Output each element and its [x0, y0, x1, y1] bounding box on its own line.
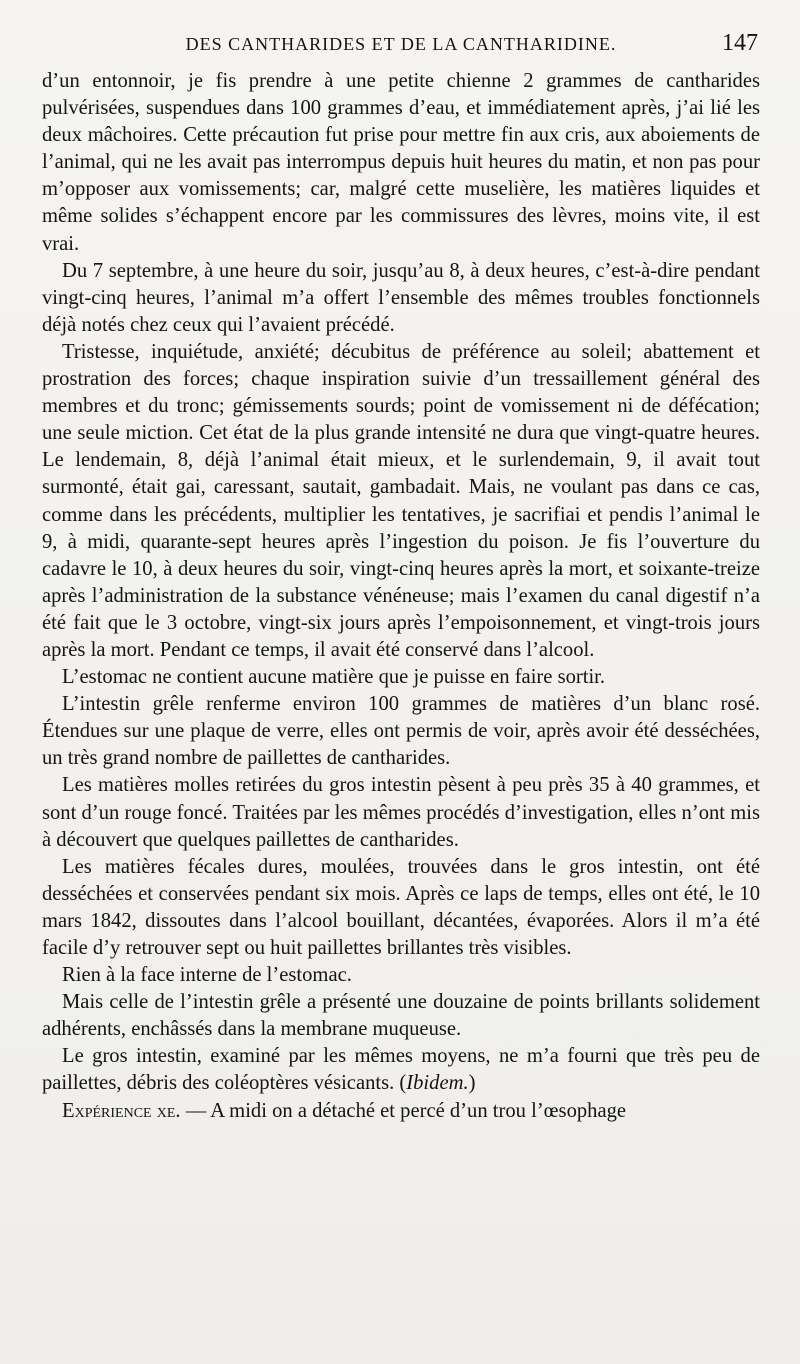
paragraph-citation — [42, 1043, 760, 1097]
paragraph: Du 7 septembre, à une heure du soir, jusqu’au 8, à deux heures, c’est-à-dire pendant vingt-cinq heures, l’animal m’a offert l’ensemble des mêmes troubles fonctionnels déjà notés chez ceux qui l’avaient précédé. — [42, 259, 760, 336]
paragraph: Les matières molles retirées du gros intestin pèsent à peu près 35 à 40 grammes, et sont d’un rouge foncé. Traitées par les mêmes procédés d’investigation, elles n’ont mis à découvert que quelques paillettes de cantharides. — [42, 774, 760, 851]
body-text — [42, 68, 760, 1125]
paragraph: Rien à la face interne de l’estomac. — [62, 964, 352, 987]
paragraph: Mais celle de l’intestin grêle a présenté une douzaine de points brillants solidement adhérents, enchâssés dans la membrane muqueuse. — [42, 991, 760, 1041]
experiment-label: Expérience xe. — [62, 1099, 181, 1122]
citation: Ibidem. — [406, 1072, 469, 1095]
paragraph: Les matières fécales dures, moulées, trouvées dans le gros intestin, ont été desséchées et conservées pendant six mois. Après ce laps de temps, elles ont été, le 10 mars 1842, dissoutes dans l’alcool bouillant, décantées, évaporées. Alors il m’a été facile d’y retrouver sept ou huit paillettes brillantes très visibles. — [42, 855, 760, 959]
paragraph: Tristesse, inquiétude, anxiété; décubitus de préférence au soleil; abattement et prostration des forces; chaque inspiration suivie d’un tressaillement général des membres et du tronc; gémissements sourds; point de vomissement ni de défécation; une seule miction. Cet état de la plus grande intensité ne dura que vingt-quatre heures. Le lendemain, 8, déjà l’animal était mieux, et le surlendemain, 9, il avait tout surmonté, était gai, caressant, sautait, gambadait. Mais, ne voulant pas dans ce cas, comme dans les précédents, multiplier les tentatives, je sacrifiai et pendis l’animal le 9, à midi, quarante-sept heures après l’ingestion du poison. Je fis l’ouverture du cadavre le 10, à deux heures du soir, vingt-cinq heures après la mort, et soixante-treize après l’administration de la substance vénéneuse; mais l’examen du canal digestif n’a été fait que le 3 octobre, vingt-six jours après l’empoisonnement, et vingt-trois jours après la mort. Pendant ce temps, il avait été conservé dans l’alcool. — [42, 340, 760, 661]
running-head — [42, 30, 760, 64]
experiment-paragraph — [42, 1098, 760, 1125]
paragraph: d’un entonnoir, je fis prendre à une petite chienne 2 grammes de cantharides pulvérisées, suspendues dans 100 grammes d’eau, et immédiatement après, j’ai lié les deux mâchoires. Cette précaution fut prise pour mettre fin aux cris, aux aboiements de l’animal, qui ne les avait pas interrompus depuis huit heures du matin, et non pas pour m’opposer aux vomissements; car, malgré cette muselière, les matières liquides et même solides s’échappent encore par les commissures des lèvres, moins vite, il est vrai. — [42, 70, 760, 255]
paragraph: L’estomac ne contient aucune matière que je puisse en faire sortir. — [62, 666, 606, 689]
citation-close: ) — [468, 1072, 476, 1095]
experiment-text: — A midi on a détaché et percé d’un trou l’œsophage — [180, 1099, 627, 1122]
page-number: 147 — [722, 30, 758, 56]
running-title: DES CANTHARIDES ET DE LA CANTHARIDINE. — [185, 34, 617, 54]
paragraph: L’intestin grêle renferme environ 100 grammes de matières d’un blanc rosé. Étendues sur une plaque de verre, elles ont permis de voir, après avoir été desséchées, un très grand nombre de paillettes de cantharides. — [42, 693, 760, 770]
paragraph-text: Le gros intestin, examiné par les mêmes moyens, ne m’a fourni que très peu de paillettes, débris des coléoptères vésicants. ( — [42, 1045, 760, 1095]
